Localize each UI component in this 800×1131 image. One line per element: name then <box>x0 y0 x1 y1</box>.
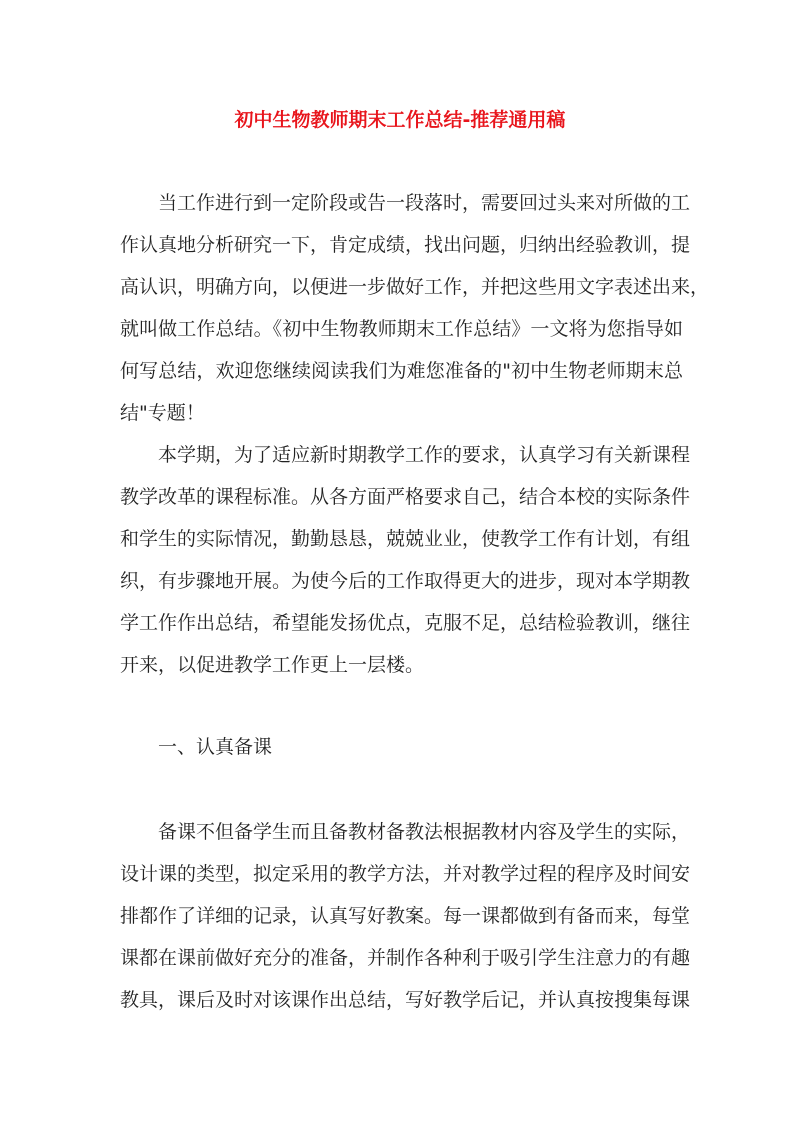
document-title: 初中生物教师期末工作总结-推荐通用稿 <box>234 109 566 131</box>
text-line: 备课不但备学生而且备教材备教法根据教材内容及学生的实际， <box>158 821 691 843</box>
text-line: 课都在课前做好充分的准备，并制作各种利于吸引学生注意力的有趣 <box>120 947 691 969</box>
paragraph-semester <box>120 434 691 686</box>
text-line: 教具，课后及时对该课作出总结，写好教学后记，并认真按搜集每课 <box>120 989 691 1011</box>
text-line: 学工作作出总结，希望能发扬优点，克服不足，总结检验教训，继往 <box>120 612 691 634</box>
text-line: 排都作了详细的记录，认真写好教案。每一课都做到有备而来，每堂 <box>120 905 691 927</box>
text-line: 何写总结，欢迎您继续阅读我们为难您准备的"初中生物老师期末总 <box>120 360 683 382</box>
text-line: 就叫做工作总结。《初中生物教师期末工作总结》一文将为您指导如 <box>120 318 683 340</box>
text-line: 高认识，明确方向，以便进一步做好工作，并把这些用文字表述出来， <box>120 276 710 298</box>
paragraph-intro <box>120 182 710 434</box>
text-line: 当工作进行到一定阶段或告一段落时，需要回过头来对所做的工 <box>158 192 691 214</box>
text-line: 结"专题！ <box>120 402 205 424</box>
text-line: 设计课的类型，拟定采用的教学方法，并对教学过程的程序及时间安 <box>120 863 691 885</box>
text-line: 织，有步骤地开展。为使今后的工作取得更大的进步，现对本学期教 <box>120 570 691 592</box>
text-line: 教学改革的课程标准。从各方面严格要求自己，结合本校的实际条件 <box>120 486 691 508</box>
text-line: 和学生的实际情况，勤勤恳恳，兢兢业业，使教学工作有计划，有组 <box>120 528 691 550</box>
section-heading: 一、认真备课 <box>158 736 273 758</box>
text-line: 作认真地分析研究一下，肯定成绩，找出问题，归纳出经验教训，提 <box>120 234 691 256</box>
paragraph-lesson-prep <box>120 811 691 1021</box>
text-line: 开来，以促进教学工作更上一层楼。 <box>120 654 425 676</box>
text-line: 本学期，为了适应新时期教学工作的要求，认真学习有关新课程 <box>158 444 691 466</box>
